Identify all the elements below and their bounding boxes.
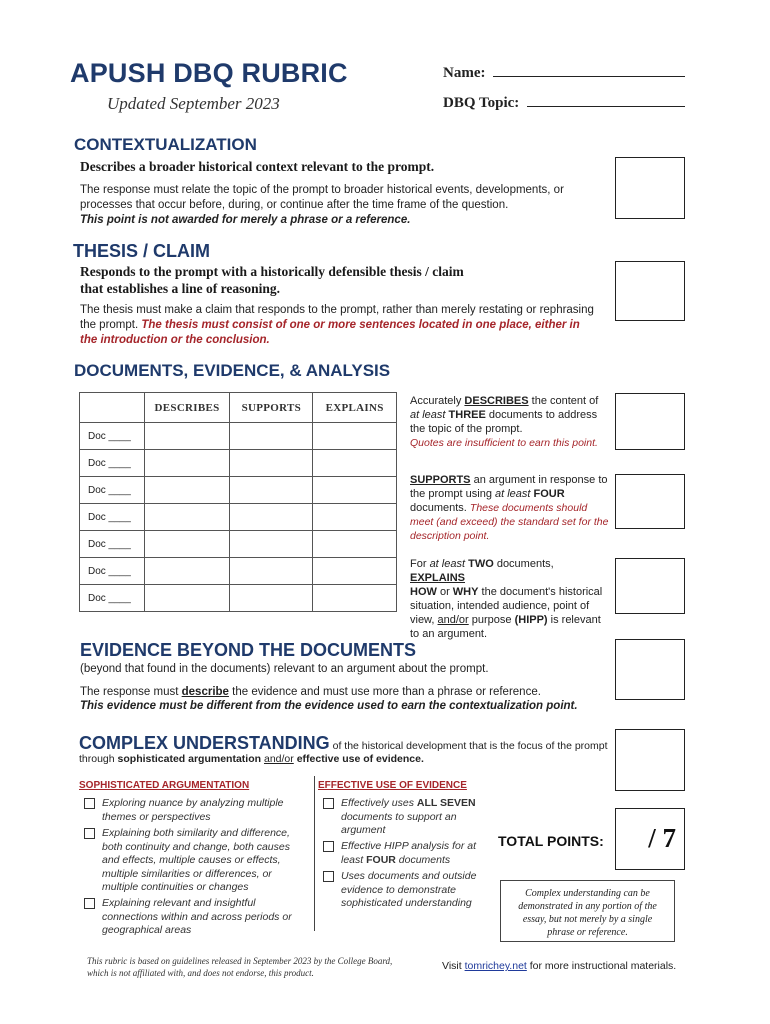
supports-score-box[interactable] xyxy=(615,474,685,529)
supports-cell[interactable] xyxy=(230,477,313,504)
evidence-beyond-body xyxy=(80,685,610,700)
doc-label[interactable]: Doc ____ xyxy=(80,531,145,558)
explains-cell[interactable] xyxy=(313,504,397,531)
explains-cell[interactable] xyxy=(313,450,397,477)
doc-label[interactable]: Doc ____ xyxy=(80,477,145,504)
column-divider xyxy=(314,776,315,931)
documents-table xyxy=(79,392,397,612)
contextualization-score-box[interactable] xyxy=(615,157,685,219)
table-row xyxy=(80,504,397,531)
checkbox-label: Uses documents and outside evidence to demonstrate sophisticated understanding xyxy=(341,870,477,909)
contextualization-title: CONTEXTUALIZATION xyxy=(74,135,257,154)
thesis-subtitle xyxy=(80,263,600,297)
explains-key: EXPLAINS xyxy=(410,572,466,584)
describes-cell[interactable] xyxy=(144,558,230,585)
contextualization-note: This point is not awarded for merely a phrase or a reference. xyxy=(80,214,411,226)
supports-count: FOUR xyxy=(533,488,565,500)
thesis-title: THESIS / CLAIM xyxy=(73,241,211,261)
topic-input-line[interactable] xyxy=(527,93,685,107)
total-points-label: TOTAL POINTS: xyxy=(498,833,604,849)
supports-cell[interactable] xyxy=(230,531,313,558)
footer-visit-post: for more instructional materials. xyxy=(526,960,677,972)
explains-why: WHY xyxy=(452,586,479,598)
explains-hipp: (HIPP) xyxy=(514,614,548,626)
checkbox[interactable] xyxy=(323,841,334,852)
topic-label: DBQ Topic: xyxy=(443,95,520,111)
supports-criterion xyxy=(410,473,610,543)
footer-visit-pre: Visit xyxy=(442,960,465,972)
col-supports: SUPPORTS xyxy=(230,393,313,423)
total-score-box[interactable] xyxy=(615,808,685,870)
thesis-body xyxy=(80,303,600,348)
describes-cell[interactable] xyxy=(144,450,230,477)
evidence-item1-post: documents to support an argument xyxy=(341,810,457,836)
list-item xyxy=(84,797,302,824)
list-item xyxy=(323,840,478,867)
complex-line2 xyxy=(79,752,424,767)
complex-line2-pre: through xyxy=(79,753,118,765)
documents-table-header xyxy=(80,393,397,423)
supports-cell[interactable] xyxy=(230,450,313,477)
table-row xyxy=(80,450,397,477)
list-item xyxy=(84,897,302,938)
name-input-line[interactable] xyxy=(493,63,685,77)
explains-how: HOW xyxy=(410,586,437,598)
explains-cell[interactable] xyxy=(313,531,397,558)
doc-header-blank xyxy=(80,393,145,423)
complex-score-box[interactable] xyxy=(615,729,685,791)
complex-understanding-note: Complex understanding can be demonstrated in any portion of the essay, but not merely by a single phrase or reference. xyxy=(500,880,675,942)
col-describes: DESCRIBES xyxy=(144,393,230,423)
col-explains: EXPLAINS xyxy=(313,393,397,423)
explains-post1: the document's historical situation, intended audience, point of view, xyxy=(410,586,603,626)
name-field-row xyxy=(443,63,685,82)
topic-field-row xyxy=(443,93,685,112)
doc-label[interactable]: Doc ____ xyxy=(80,450,145,477)
explains-at-least: at least xyxy=(429,558,466,570)
supports-mid: an argument in response to the prompt using xyxy=(410,474,608,500)
evidence-item2-key: FOUR xyxy=(366,853,396,866)
describes-mid: the content of xyxy=(528,395,599,407)
table-row xyxy=(80,558,397,585)
thesis-note: The thesis must consist of one or more sentences located in one place, either in the introduction or the conclusion. xyxy=(80,319,580,346)
thesis-body-text: The thesis must make a claim that responds to the prompt, rather than merely restating or rephrasing the prompt. xyxy=(80,304,594,331)
complex-line2-bold1: sophisticated argumentation xyxy=(117,753,262,765)
doc-label[interactable]: Doc ____ xyxy=(80,585,145,612)
explains-andor: and/or xyxy=(437,614,469,626)
supports-cell[interactable] xyxy=(230,585,313,612)
evidence-item2-post: documents xyxy=(395,853,451,866)
explains-post2: purpose xyxy=(468,614,515,626)
evidence-item2-at-least: at least xyxy=(341,840,477,866)
explains-or: or xyxy=(436,586,453,598)
describes-score-box[interactable] xyxy=(615,393,685,450)
complex-title-row xyxy=(79,733,614,754)
checkbox[interactable] xyxy=(84,798,95,809)
evidence-body-pre: The response must xyxy=(80,686,182,698)
list-item xyxy=(323,797,478,838)
describes-cell[interactable] xyxy=(144,585,230,612)
thesis-subtitle-line2: that establishes a line of reasoning. xyxy=(80,281,281,296)
checkbox[interactable] xyxy=(323,871,334,882)
explains-cell[interactable] xyxy=(313,585,397,612)
evidence-item1-pre: Effectively uses xyxy=(341,797,417,809)
footer-disclaimer: This rubric is based on guidelines released in September 2023 by the College Board, which is not affiliated with, and does not endorse, this product. xyxy=(87,956,393,978)
list-item xyxy=(323,870,478,911)
explains-cell[interactable] xyxy=(313,423,397,450)
page-title: APUSH DBQ RUBRIC xyxy=(70,58,348,88)
supports-cell[interactable] xyxy=(230,423,313,450)
explains-criterion xyxy=(410,557,610,641)
updated-date: Updated September 2023 xyxy=(107,94,280,113)
explains-post3: is relevant to an argument. xyxy=(410,614,601,640)
footer-link[interactable]: tomrichey.net xyxy=(464,960,527,972)
evidence-beyond-note: This evidence must be different from the evidence used to earn the contextualization point. xyxy=(80,700,578,712)
contextualization-body: The response must relate the topic of the prompt to broader historical events, developments, or processes that occur before, during, or continue after the time frame of the question. xyxy=(80,184,564,211)
describes-criterion xyxy=(410,394,610,450)
describes-count: THREE xyxy=(448,409,486,421)
table-row xyxy=(80,531,397,558)
checkbox-label: Exploring nuance by analyzing multiple themes or perspectives xyxy=(102,797,284,823)
describes-cell[interactable] xyxy=(144,477,230,504)
contextualization-subtitle: Describes a broader historical context relevant to the prompt. xyxy=(80,159,435,174)
footer-visit xyxy=(442,960,676,972)
describes-cell[interactable] xyxy=(144,423,230,450)
explains-mid: documents, xyxy=(493,558,554,570)
table-row xyxy=(80,477,397,504)
describes-cell[interactable] xyxy=(144,504,230,531)
thesis-score-box[interactable] xyxy=(615,261,685,321)
checkbox-label: Explaining relevant and insightful connections within and across periods or geographical areas xyxy=(102,897,292,936)
complex-title: COMPLEX UNDERSTANDING xyxy=(79,733,330,753)
describes-key: DESCRIBES xyxy=(464,395,529,407)
supports-at-least: at least xyxy=(495,488,531,500)
total-points-value: / 7 xyxy=(648,823,676,853)
thesis-subtitle-line1: Responds to the prompt with a historically defensible thesis / claim xyxy=(80,264,464,279)
evidence-item1-key: ALL SEVEN xyxy=(416,797,476,809)
explains-cell[interactable] xyxy=(313,477,397,504)
supports-note: These documents should meet (and exceed) the standard set for the description point. xyxy=(410,502,609,542)
evidence-item2-pre: Effective HIPP analysis for xyxy=(341,840,468,852)
doc-label[interactable]: Doc ____ xyxy=(80,504,145,531)
describes-pre: Accurately xyxy=(410,395,465,407)
evidence-beyond-title: EVIDENCE BEYOND THE DOCUMENTS xyxy=(80,640,417,660)
doc-label[interactable]: Doc ____ xyxy=(80,558,145,585)
supports-cell[interactable] xyxy=(230,558,313,585)
evidence-body-key: describe xyxy=(181,686,229,698)
explains-count: TWO xyxy=(468,558,494,570)
explains-score-box[interactable] xyxy=(615,558,685,614)
explains-pre: For xyxy=(410,558,430,570)
evidence-beyond-subtitle: (beyond that found in the documents) relevant to an argument about the prompt. xyxy=(80,663,489,675)
list-item xyxy=(84,827,306,895)
describes-cell[interactable] xyxy=(144,531,230,558)
describes-post: documents to address the topic of the prompt. xyxy=(410,409,598,435)
complex-title-tail: of the historical development that is the focus of the prompt xyxy=(329,740,608,752)
checkbox[interactable] xyxy=(84,898,95,909)
evidence-body-post: the evidence and must use more than a phrase or reference. xyxy=(228,686,541,698)
supports-post: documents. xyxy=(410,502,470,514)
name-label: Name: xyxy=(443,65,486,81)
describes-note: Quotes are insufficient to earn this point. xyxy=(410,437,598,449)
table-row xyxy=(80,585,397,612)
sophisticated-argumentation-header: SOPHISTICATED ARGUMENTATION xyxy=(79,780,250,791)
effective-evidence-header: EFFECTIVE USE OF EVIDENCE xyxy=(318,780,467,791)
complex-line2-andor: and/or xyxy=(263,753,294,765)
supports-cell[interactable] xyxy=(230,504,313,531)
doc-label[interactable]: Doc ____ xyxy=(80,423,145,450)
evidence-beyond-score-box[interactable] xyxy=(615,639,685,700)
explains-cell[interactable] xyxy=(313,558,397,585)
checkbox[interactable] xyxy=(323,798,334,809)
checkbox[interactable] xyxy=(84,828,95,839)
describes-at-least: at least xyxy=(410,409,446,421)
table-row xyxy=(80,423,397,450)
checkbox-label: Explaining both similarity and difference, both continuity and change, both causes and effects, multiple causes or effects, multiple similarities or differences, or multiple continuities or changes xyxy=(102,827,290,893)
documents-title: DOCUMENTS, EVIDENCE, & ANALYSIS xyxy=(74,361,391,380)
supports-key: SUPPORTS xyxy=(410,474,471,486)
complex-line2-bold2: effective use of evidence. xyxy=(296,753,424,765)
